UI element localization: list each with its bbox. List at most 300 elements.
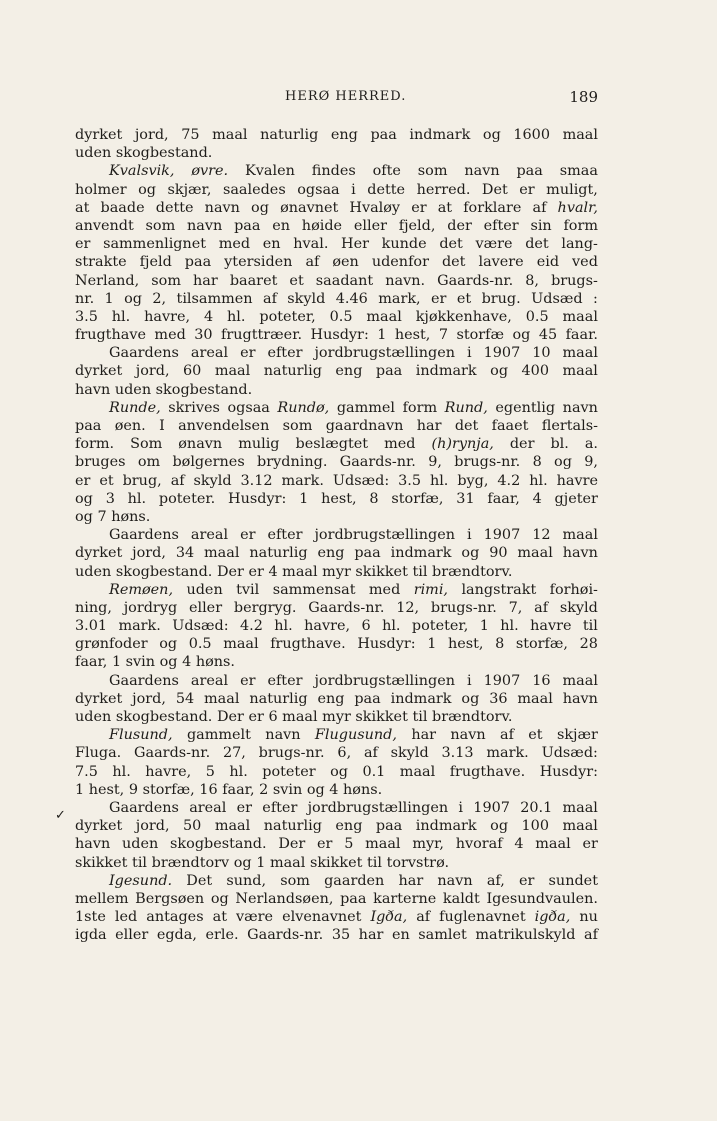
word: Gaardens	[109, 345, 179, 362]
word: bølgernes	[172, 454, 245, 471]
word: 1	[256, 854, 266, 871]
word: og	[75, 490, 93, 507]
word: maal	[214, 818, 251, 835]
word: 8	[369, 490, 379, 507]
word: Gaards-nr.	[247, 927, 324, 944]
word: ning,	[75, 599, 112, 616]
word: :	[593, 290, 598, 307]
text-line	[75, 235, 598, 253]
word: eller	[115, 927, 149, 944]
word: til	[582, 618, 598, 635]
word: i	[467, 672, 472, 689]
word: 16	[532, 672, 551, 689]
word: ved	[572, 254, 598, 271]
word: med	[384, 436, 416, 453]
word: strakte	[75, 254, 127, 271]
word: 100	[521, 818, 549, 835]
word: paa	[370, 127, 397, 143]
word: og	[512, 327, 531, 344]
word: ogsaa	[227, 399, 270, 416]
word: Nerland,	[75, 272, 140, 289]
word: og	[554, 454, 572, 471]
text-line	[75, 672, 598, 690]
word: brugs-	[551, 272, 598, 289]
word: som	[417, 163, 448, 180]
word: tvil	[236, 581, 260, 598]
word: matrikulskyld	[475, 927, 576, 944]
word: mark.	[281, 472, 324, 489]
word: 1907	[483, 527, 521, 544]
word: høide	[301, 217, 343, 234]
word: Flusund,	[109, 727, 173, 744]
word: havre	[530, 618, 572, 635]
word: 4	[514, 836, 524, 853]
word: 3.01	[75, 618, 108, 635]
word: 50	[183, 818, 202, 835]
word: indmark	[415, 818, 477, 835]
word: 7	[97, 508, 107, 525]
text-line	[75, 872, 598, 890]
word: mark,	[378, 290, 421, 307]
word: brændtorv	[151, 854, 230, 871]
text-line	[75, 799, 598, 817]
word: 6	[361, 618, 371, 635]
text-line	[75, 344, 598, 362]
word: maal	[269, 854, 306, 871]
word: sammenlignet	[103, 236, 207, 253]
word: faaet	[491, 418, 529, 434]
word: skogbestand.	[170, 836, 267, 853]
word: 60	[183, 363, 202, 380]
word: 4	[182, 654, 192, 671]
word: Igða,	[370, 909, 408, 926]
word: storfæ,	[391, 490, 444, 507]
word: areal	[190, 345, 229, 362]
word: maal	[365, 836, 401, 853]
word: 1	[75, 781, 85, 798]
word: 1	[299, 490, 309, 507]
word: af	[170, 472, 185, 489]
word: 1600	[513, 127, 550, 143]
word: skyld	[287, 290, 326, 307]
word: form.	[75, 436, 115, 453]
text-line	[75, 126, 598, 144]
word: 27,	[222, 745, 246, 762]
word: 4	[329, 781, 339, 798]
word: herred.	[416, 181, 471, 198]
word: Husdyr:	[228, 490, 287, 507]
word: og	[490, 818, 509, 835]
word: rimi,	[413, 581, 449, 598]
word: navn	[437, 872, 473, 889]
word: 8,	[525, 272, 540, 289]
word: og	[482, 127, 501, 143]
margin-mark: ✓	[55, 808, 66, 823]
word: maal	[204, 690, 240, 707]
word: 0.5	[188, 636, 212, 653]
word: 8	[495, 636, 505, 653]
word: havn	[562, 690, 598, 707]
word: det	[525, 236, 549, 253]
text-line	[75, 217, 598, 235]
word: uden	[75, 145, 112, 162]
word: dyrket	[75, 127, 123, 143]
word: er	[411, 199, 427, 216]
word: maal	[562, 127, 598, 143]
word: som	[282, 418, 313, 434]
word: storfæ	[456, 327, 505, 344]
word: 20.1	[520, 799, 553, 816]
word: jord,	[132, 690, 166, 707]
word: langstrakt	[461, 581, 537, 598]
word: 0.5	[525, 308, 549, 325]
word: Udsæd:	[172, 618, 229, 635]
word: hvalr,	[557, 199, 598, 216]
word: hl.	[112, 763, 131, 780]
word: Husdyr:	[539, 763, 598, 780]
word: storfæ,	[142, 781, 195, 798]
word: 4.2	[497, 472, 521, 489]
word: hl.	[227, 308, 246, 325]
word: faar,	[222, 781, 255, 798]
word: 1	[479, 618, 489, 635]
word: et	[289, 272, 304, 289]
word: igda	[75, 927, 107, 944]
word: byg,	[457, 472, 489, 489]
word: skogbestand.	[115, 145, 213, 162]
word: er	[240, 672, 256, 689]
word: eng	[335, 363, 363, 380]
word: dyrket	[75, 545, 123, 562]
word: 3.5	[75, 308, 98, 325]
word: 4	[268, 563, 278, 580]
word: paa	[375, 363, 403, 380]
word: maal	[399, 763, 436, 780]
word: ønavnet	[280, 199, 339, 216]
word: har	[358, 927, 384, 944]
word: 2,	[152, 290, 167, 307]
word: med	[368, 581, 401, 598]
text-line	[75, 144, 598, 162]
word: skjær	[556, 727, 598, 744]
word: beslægtet	[295, 436, 369, 453]
word: myr	[322, 709, 351, 725]
word: hl.	[127, 490, 147, 507]
word: erle.	[205, 927, 239, 944]
word: frugthave.	[449, 763, 526, 780]
word: hl.	[111, 308, 131, 325]
text-line	[75, 453, 598, 471]
word: Gaards-nr.	[134, 745, 211, 762]
word: til	[412, 709, 428, 725]
word: poteter.	[158, 490, 216, 507]
word: gjeter	[554, 490, 598, 507]
word: poteter,	[411, 618, 469, 635]
word: dyrket	[75, 690, 123, 707]
text-line	[75, 290, 598, 308]
word: skikket	[355, 709, 408, 725]
word: 3.13	[441, 745, 474, 762]
word: jord,	[135, 363, 170, 380]
word: 2	[259, 781, 269, 798]
word: øen	[332, 254, 359, 271]
word: maal	[562, 363, 598, 380]
word: 28	[579, 636, 598, 653]
word: et	[456, 290, 472, 307]
word: maal	[366, 308, 402, 325]
word: er	[75, 472, 91, 489]
text-line	[75, 690, 598, 708]
word: er	[240, 527, 256, 544]
word: faar,	[487, 490, 520, 507]
word: Gaards-nr.	[437, 272, 514, 289]
word: 5	[344, 836, 354, 853]
word: eng	[317, 690, 345, 707]
word: Kvalsvik,	[109, 163, 175, 180]
word: 8	[532, 454, 542, 471]
word: 7.5	[75, 763, 98, 780]
word: Gaardens	[109, 527, 179, 544]
text-line	[75, 926, 598, 944]
word: Det	[186, 872, 213, 889]
word: med	[154, 327, 186, 344]
word: fjeld	[139, 254, 172, 271]
word: en	[262, 236, 281, 253]
word: der	[447, 217, 472, 234]
word: findes	[311, 163, 356, 180]
word: egentlig	[495, 399, 556, 416]
word: a.	[584, 436, 598, 453]
word: 4	[532, 490, 542, 507]
word: paa	[375, 818, 403, 835]
word: Der	[216, 563, 244, 580]
word: paa	[75, 418, 102, 434]
word: saaledes	[222, 181, 286, 198]
word: jord,	[132, 545, 166, 562]
word: dyrket	[75, 363, 123, 380]
word: og	[75, 508, 93, 525]
word: Runde,	[109, 399, 161, 416]
word: være	[475, 236, 513, 253]
word: være	[236, 909, 274, 926]
word: og	[330, 763, 348, 780]
word: ytersiden	[224, 254, 293, 271]
word: som	[145, 217, 176, 234]
word: 45	[538, 327, 558, 344]
word: samlet	[418, 927, 467, 944]
word: svin	[272, 781, 303, 798]
word: baade	[100, 199, 145, 216]
body-text	[75, 126, 598, 944]
word: naturlig	[249, 690, 308, 707]
word: 30	[194, 327, 213, 344]
word: er	[248, 709, 264, 725]
word: mark.	[118, 618, 161, 635]
text-line	[75, 381, 598, 399]
word: udenfor	[371, 254, 429, 271]
word: brugs-nr.	[430, 599, 497, 616]
running-header	[75, 89, 598, 109]
word: paa	[340, 890, 367, 907]
word: 34	[175, 545, 195, 562]
word: maal	[535, 836, 571, 853]
word: 10	[532, 345, 551, 362]
word: indmark	[390, 545, 452, 562]
word: indmark	[409, 127, 471, 143]
word: mulig	[238, 436, 280, 453]
word: er	[236, 799, 253, 816]
word: maal	[562, 527, 598, 544]
word: Kvalen	[245, 163, 295, 180]
word: med	[218, 236, 251, 253]
word: af	[416, 909, 431, 926]
text-line	[75, 908, 598, 926]
word: elvenavnet	[282, 909, 362, 926]
text-line	[75, 162, 598, 180]
word: 12,	[396, 599, 420, 616]
text-line	[75, 490, 598, 508]
word: er	[317, 836, 333, 853]
word: en	[272, 217, 291, 234]
word: sund,	[226, 872, 267, 889]
word: navn	[187, 217, 223, 234]
word: uden	[75, 709, 112, 725]
word: paa	[354, 690, 381, 707]
word: jordbrugstællingen	[314, 672, 456, 689]
word: maal	[282, 563, 318, 580]
word: antages	[146, 909, 204, 926]
word: eng	[317, 545, 345, 562]
word: Husdyr:	[357, 636, 416, 653]
word: maal	[562, 799, 598, 816]
word: eng	[335, 818, 363, 835]
word: efter	[267, 527, 303, 544]
word: indmark	[415, 363, 477, 380]
word: gammel	[336, 399, 396, 416]
word: uden	[75, 563, 112, 580]
word: er	[248, 563, 264, 580]
word: navn	[562, 399, 598, 416]
word: forhøi-	[549, 581, 598, 598]
word: kunde	[381, 236, 427, 253]
word: skikket	[75, 854, 128, 871]
word: brugs-nr.	[454, 454, 521, 471]
word: i	[351, 181, 356, 198]
word: til	[412, 563, 428, 580]
word: myr	[322, 563, 351, 580]
text-line	[75, 563, 598, 581]
word: dette	[155, 199, 194, 216]
word: eid	[536, 254, 560, 271]
word: 9,	[428, 454, 442, 471]
word: 7	[438, 327, 448, 344]
word: maal	[562, 672, 598, 689]
word: hl.	[500, 618, 519, 635]
word: hest,	[88, 781, 125, 798]
word: 1	[111, 654, 122, 671]
word: bruges	[75, 454, 126, 471]
word: Remøen,	[109, 581, 174, 598]
word: øvre.	[191, 163, 229, 180]
word: brug,	[122, 472, 162, 489]
word: Som	[130, 436, 163, 453]
text-line	[75, 744, 598, 762]
word: hest,	[321, 490, 357, 507]
word: et	[99, 472, 114, 489]
word: det	[439, 236, 463, 253]
word: af	[262, 290, 277, 307]
word: kaldt	[442, 890, 480, 907]
word: Igesund.	[109, 872, 173, 889]
word: egda,	[156, 927, 197, 944]
text-line	[75, 417, 598, 435]
word: nr.	[75, 290, 95, 307]
word: havre	[556, 472, 598, 489]
word: Udsæd:	[332, 472, 390, 489]
word: 9	[128, 781, 138, 798]
word: gaarden	[324, 872, 385, 889]
word: 1907	[473, 799, 510, 816]
text-line	[75, 617, 598, 635]
word: 4.46	[335, 290, 368, 307]
running-title: HERØ HERRED.	[285, 89, 407, 104]
word: ogsaa	[297, 181, 340, 198]
word: maal	[517, 545, 553, 562]
word: maal	[562, 345, 598, 362]
word: sundet	[548, 872, 598, 889]
word: der	[509, 436, 535, 453]
word: fuglenavnet	[439, 909, 526, 926]
word: skikket	[355, 563, 408, 580]
word: hl.	[274, 618, 293, 635]
word: mellem	[75, 890, 129, 907]
word: er	[75, 236, 91, 253]
text-line	[75, 599, 598, 617]
word: og	[306, 781, 325, 798]
word: Udsæd:	[541, 745, 598, 762]
word: og	[159, 654, 178, 671]
word: Fluga.	[75, 745, 122, 762]
word: Gaardens	[109, 799, 179, 816]
word: og	[138, 181, 156, 198]
text-line	[75, 308, 598, 326]
word: Det	[481, 181, 508, 198]
word: paa	[516, 163, 543, 180]
word: brændtorv.	[432, 709, 513, 725]
word: 75	[181, 127, 200, 143]
word: grønfoder	[75, 636, 148, 653]
word: Hvaløy	[349, 199, 401, 216]
word: til	[366, 854, 382, 871]
text-line	[75, 854, 598, 872]
word: Der	[216, 709, 244, 725]
word: i	[467, 345, 472, 362]
word: muligt,	[546, 181, 598, 198]
word: skyld	[193, 472, 232, 489]
word: Gaards-nr.	[308, 599, 385, 616]
word: af	[305, 254, 320, 271]
word: 0.5	[329, 308, 353, 325]
word: Igesundvaulen.	[486, 890, 598, 907]
word: af	[534, 599, 549, 616]
word: et	[528, 727, 543, 744]
word: lavere	[478, 254, 524, 271]
word: lang-	[561, 236, 598, 253]
word: eller	[188, 599, 223, 616]
word: 4.2	[239, 618, 263, 635]
word: har	[398, 872, 424, 889]
word: tilsammen	[176, 290, 253, 307]
